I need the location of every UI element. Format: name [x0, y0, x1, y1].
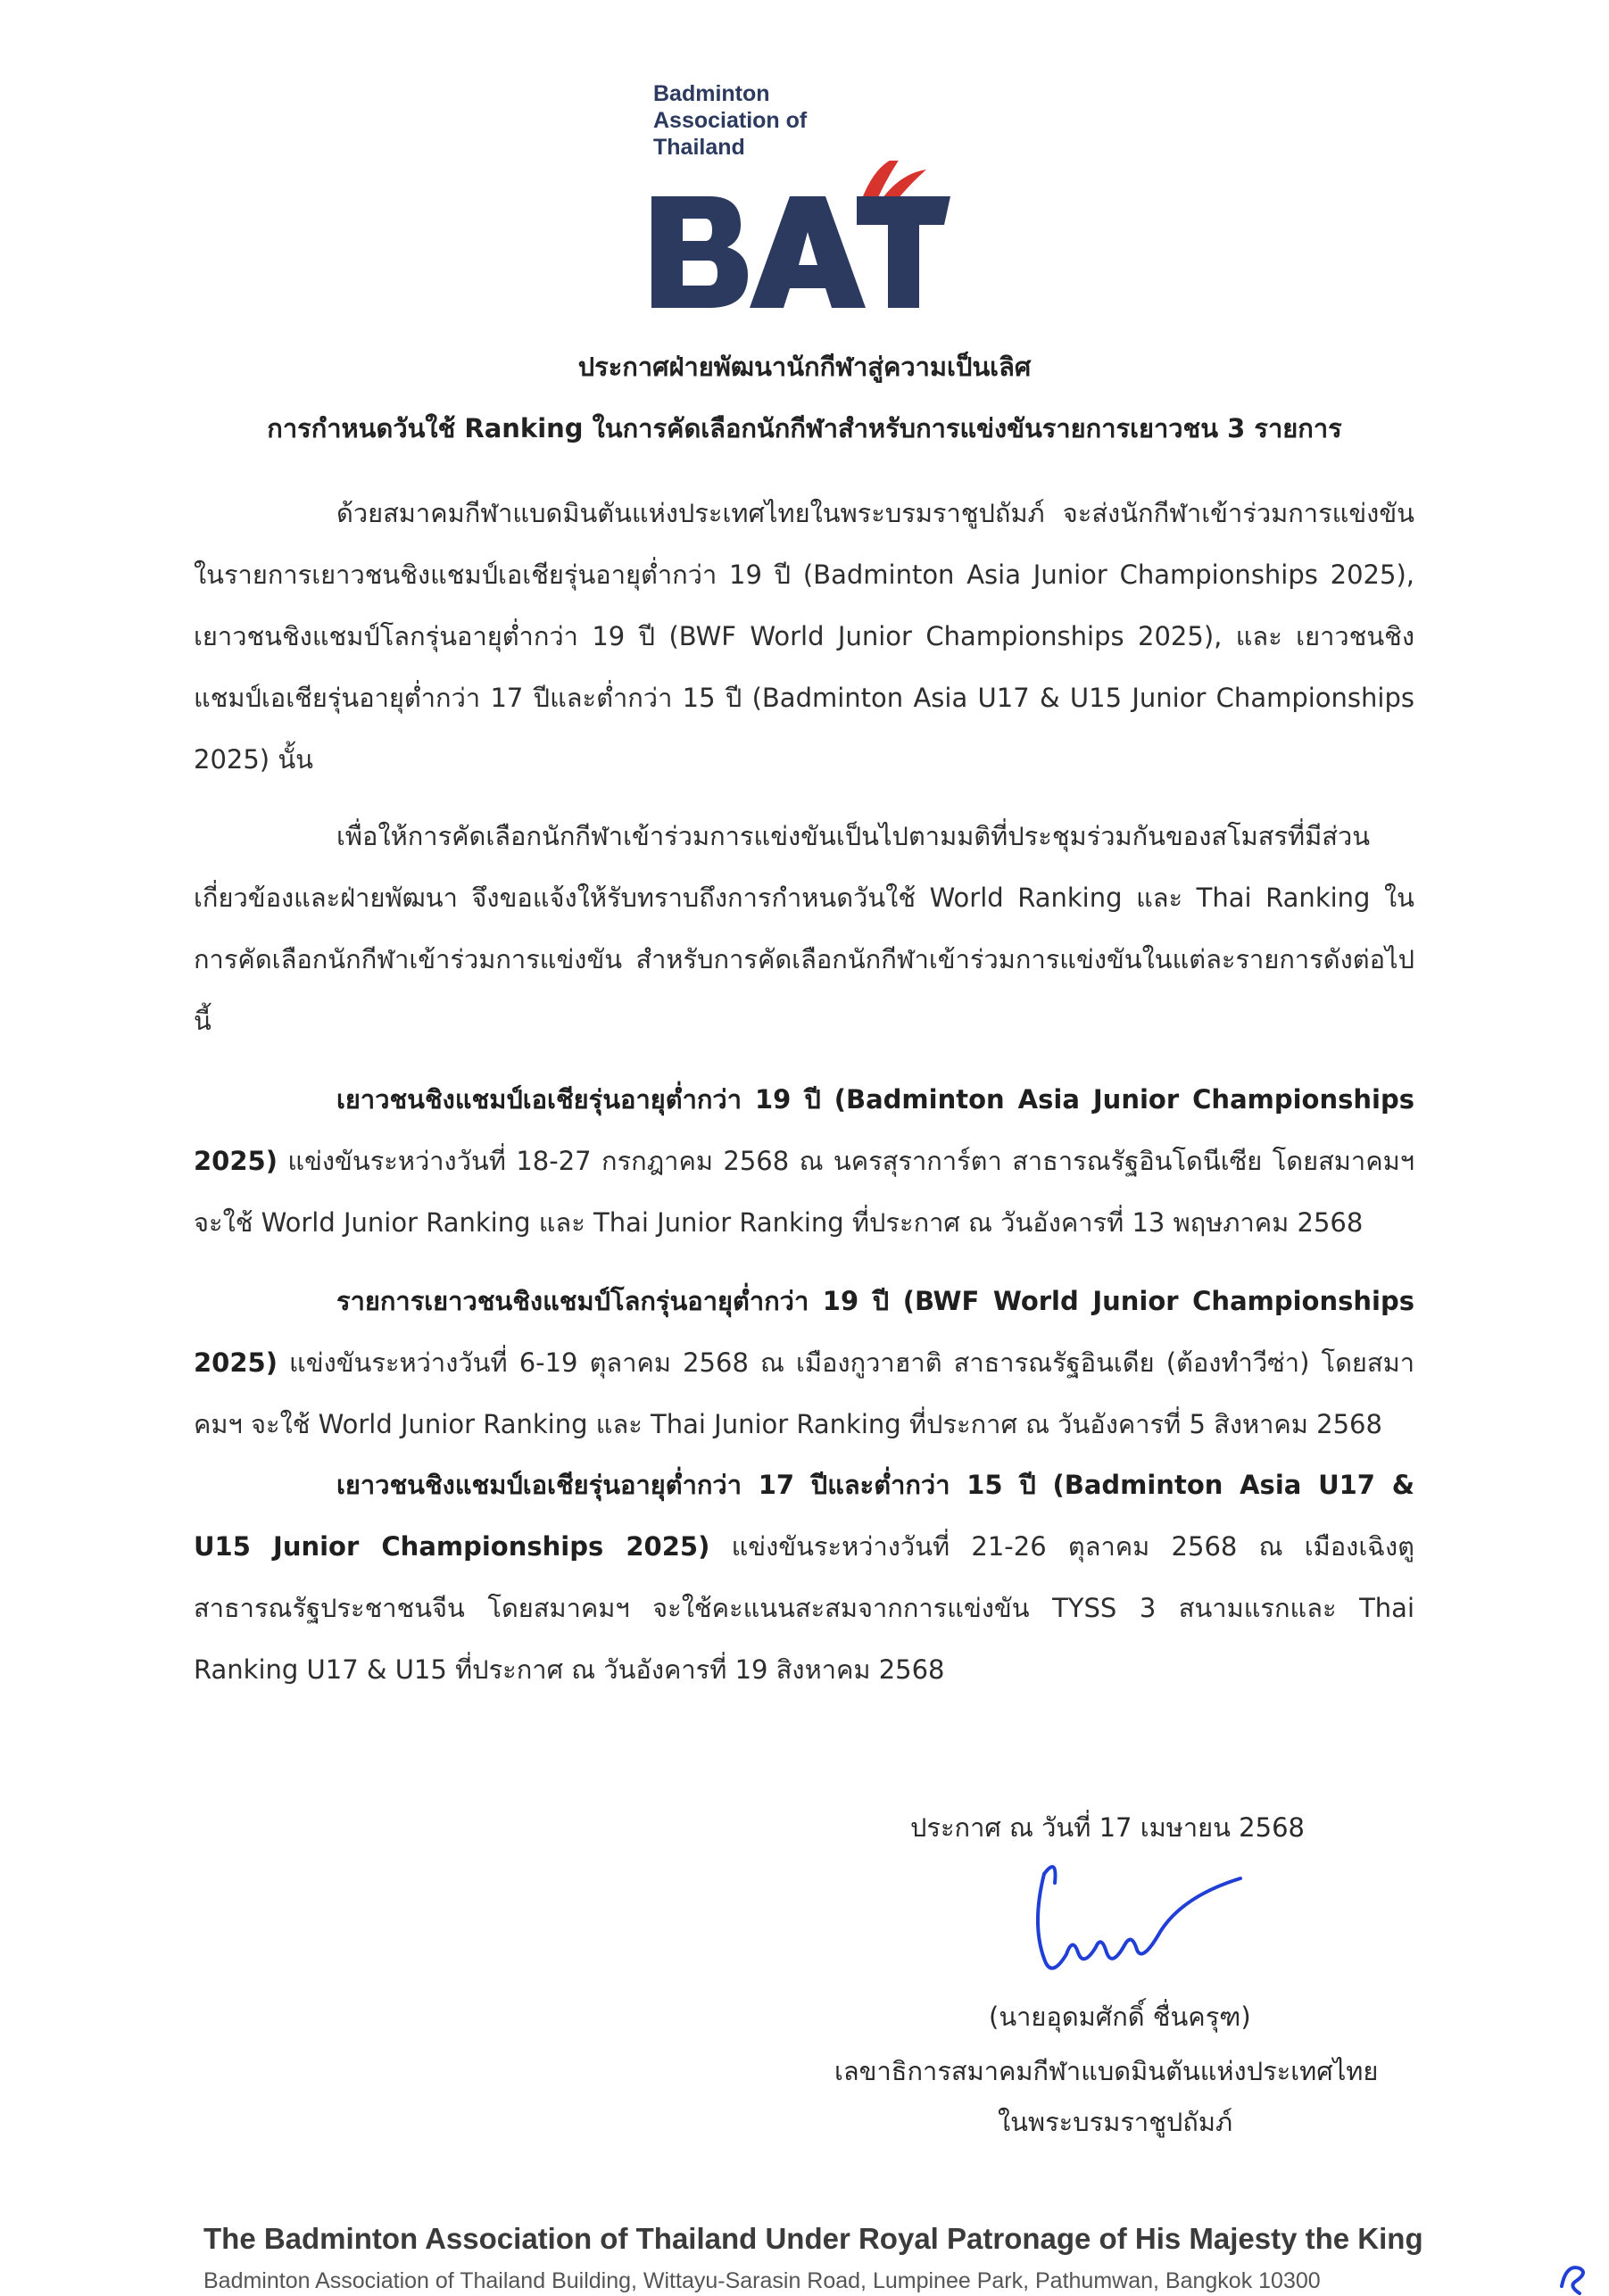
signatory-title: เลขาธิการสมาคมกีฬาแบดมินตันแห่งประเทศไทย	[834, 2056, 1379, 2086]
signatory-org: ในพระบรมราชูปถัมภ์	[998, 2107, 1233, 2137]
item-asia-junior	[194, 1069, 1414, 1254]
logo-line3: Thailand	[653, 135, 745, 160]
announcement-date: ประกาศ ณ วันที่ 17 เมษายน 2568	[910, 1812, 1305, 1843]
paragraph-purpose-text: เพื่อให้การคัดเลือกนักกีฬาเข้าร่วมการแข่งขันเป็นไปตามมติที่ประชุมร่วมกันของสโมสรที่มีส่วนเกี่ยวข้องและฝ่ายพัฒนา จึงขอแจ้งให้รับทราบถึงการกำหนดวันใช้ World Ranking และ Thai Ranking ในการคัดเลือกนักกีฬาเข้าร่วมการแข่งขัน สำหรับการคัดเลือกนักกีฬาเข้าร่วมการแข่งขันในแต่ละรายการดังต่อไปนี้	[194, 821, 1414, 1036]
item-asia-junior-details: แข่งขันระหว่างวันที่ 18-27 กรกฎาคม 2568 ณ นครสุราการ์ตา สาธารณรัฐอินโดนีเซีย โดยสมาคมฯ จะใช้ World Junior Ranking และ Thai Junior Ranking ที่ประกาศ ณ วันอังคารที่ 13 พฤษภาคม 2568	[194, 1146, 1414, 1238]
signatory-name: (นายอุดมศักดิ์ ชื่นครุฑ)	[989, 2002, 1251, 2032]
item-world-junior	[194, 1271, 1414, 1455]
logo-line2: Association of	[653, 108, 808, 133]
logo-line1: Badminton	[653, 81, 770, 106]
bat-wordmark-graphic	[643, 161, 964, 312]
paragraph-purpose	[194, 806, 1414, 1052]
item-world-junior-title: รายการเยาวชนชิงแชมป์โลกรุ่นอายุต่ำกว่า 19 ปี (BWF World Junior Championships 2025)	[194, 1286, 1414, 1378]
logo-text	[653, 80, 807, 161]
item-asia-u17-u15-details: แข่งขันระหว่างวันที่ 21-26 ตุลาคม 2568 ณ เมืองเฉิงตู สาธารณรัฐประชาชนจีน โดยสมาคมฯ จะใช้คะแนนสะสมจากการแข่งขัน TYSS 3 สนามแรกและ Thai Ranking U17 & U15 ที่ประกาศ ณ วันอังคารที่ 19 สิงหาคม 2568	[194, 1531, 1414, 1685]
footer-address: Badminton Association of Thailand Building, Wittayu-Sarasin Road, Lumpinee Park, Pathumwan, Bangkok 10300	[203, 2268, 1321, 2293]
item-asia-u17-u15	[194, 1455, 1414, 1701]
bat-logo	[643, 76, 964, 312]
item-world-junior-details: แข่งขันระหว่างวันที่ 6-19 ตุลาคม 2568 ณ เมืองกูวาฮาติ สาธารณรัฐอินเดีย (ต้องทำวีซ่า) โดยสมาคมฯ จะใช้ World Junior Ranking และ Thai Junior Ranking ที่ประกาศ ณ วันอังคารที่ 5 สิงหาคม 2568	[194, 1347, 1414, 1439]
paragraph-intro-text: ด้วยสมาคมกีฬาแบดมินตันแห่งประเทศไทยในพระบรมราชูปถัมภ์ จะส่งนักกีฬาเข้าร่วมการแข่งขันในรายการเยาวชนชิงแชมป์เอเชียรุ่นอายุต่ำกว่า 19 ปี (Badminton Asia Junior Championships 2025), เยาวชนชิงแชมป์โลกรุ่นอายุต่ำกว่า 19 ปี (BWF World Junior Championships 2025), และ เยาวชนชิงแชมป์เอเชียรุ่นอายุต่ำกว่า 17 ปีและต่ำกว่า 15 ปี (Badminton Asia U17 & U15 Junior Championships 2025) นั้น	[194, 498, 1414, 775]
announcement-subtitle: การกำหนดวันใช้ Ranking ในการคัดเลือกนักกีฬาสำหรับการแข่งขันรายการเยาวชน 3 รายการ	[267, 413, 1342, 443]
item-asia-u17-u15-title: เยาวชนชิงแชมป์เอเชียรุ่นอายุต่ำกว่า 17 ปีและต่ำกว่า 15 ปี (Badminton Asia U17 & U15 Junior Championships 2025)	[194, 1470, 1414, 1562]
item-asia-junior-title: เยาวชนชิงแชมป์เอเชียรุ่นอายุต่ำกว่า 19 ปี (Badminton Asia Junior Championships 2025)	[194, 1084, 1414, 1176]
corner-mark-icon	[1553, 2259, 1597, 2296]
footer-organization: The Badminton Association of Thailand Under Royal Patronage of His Majesty the King	[203, 2222, 1423, 2255]
announcement-title: ประกาศฝ่ายพัฒนานักกีฬาสู่ความเป็นเลิศ	[577, 352, 1032, 382]
paragraph-intro	[194, 483, 1414, 791]
handwritten-signature	[1026, 1847, 1258, 1981]
